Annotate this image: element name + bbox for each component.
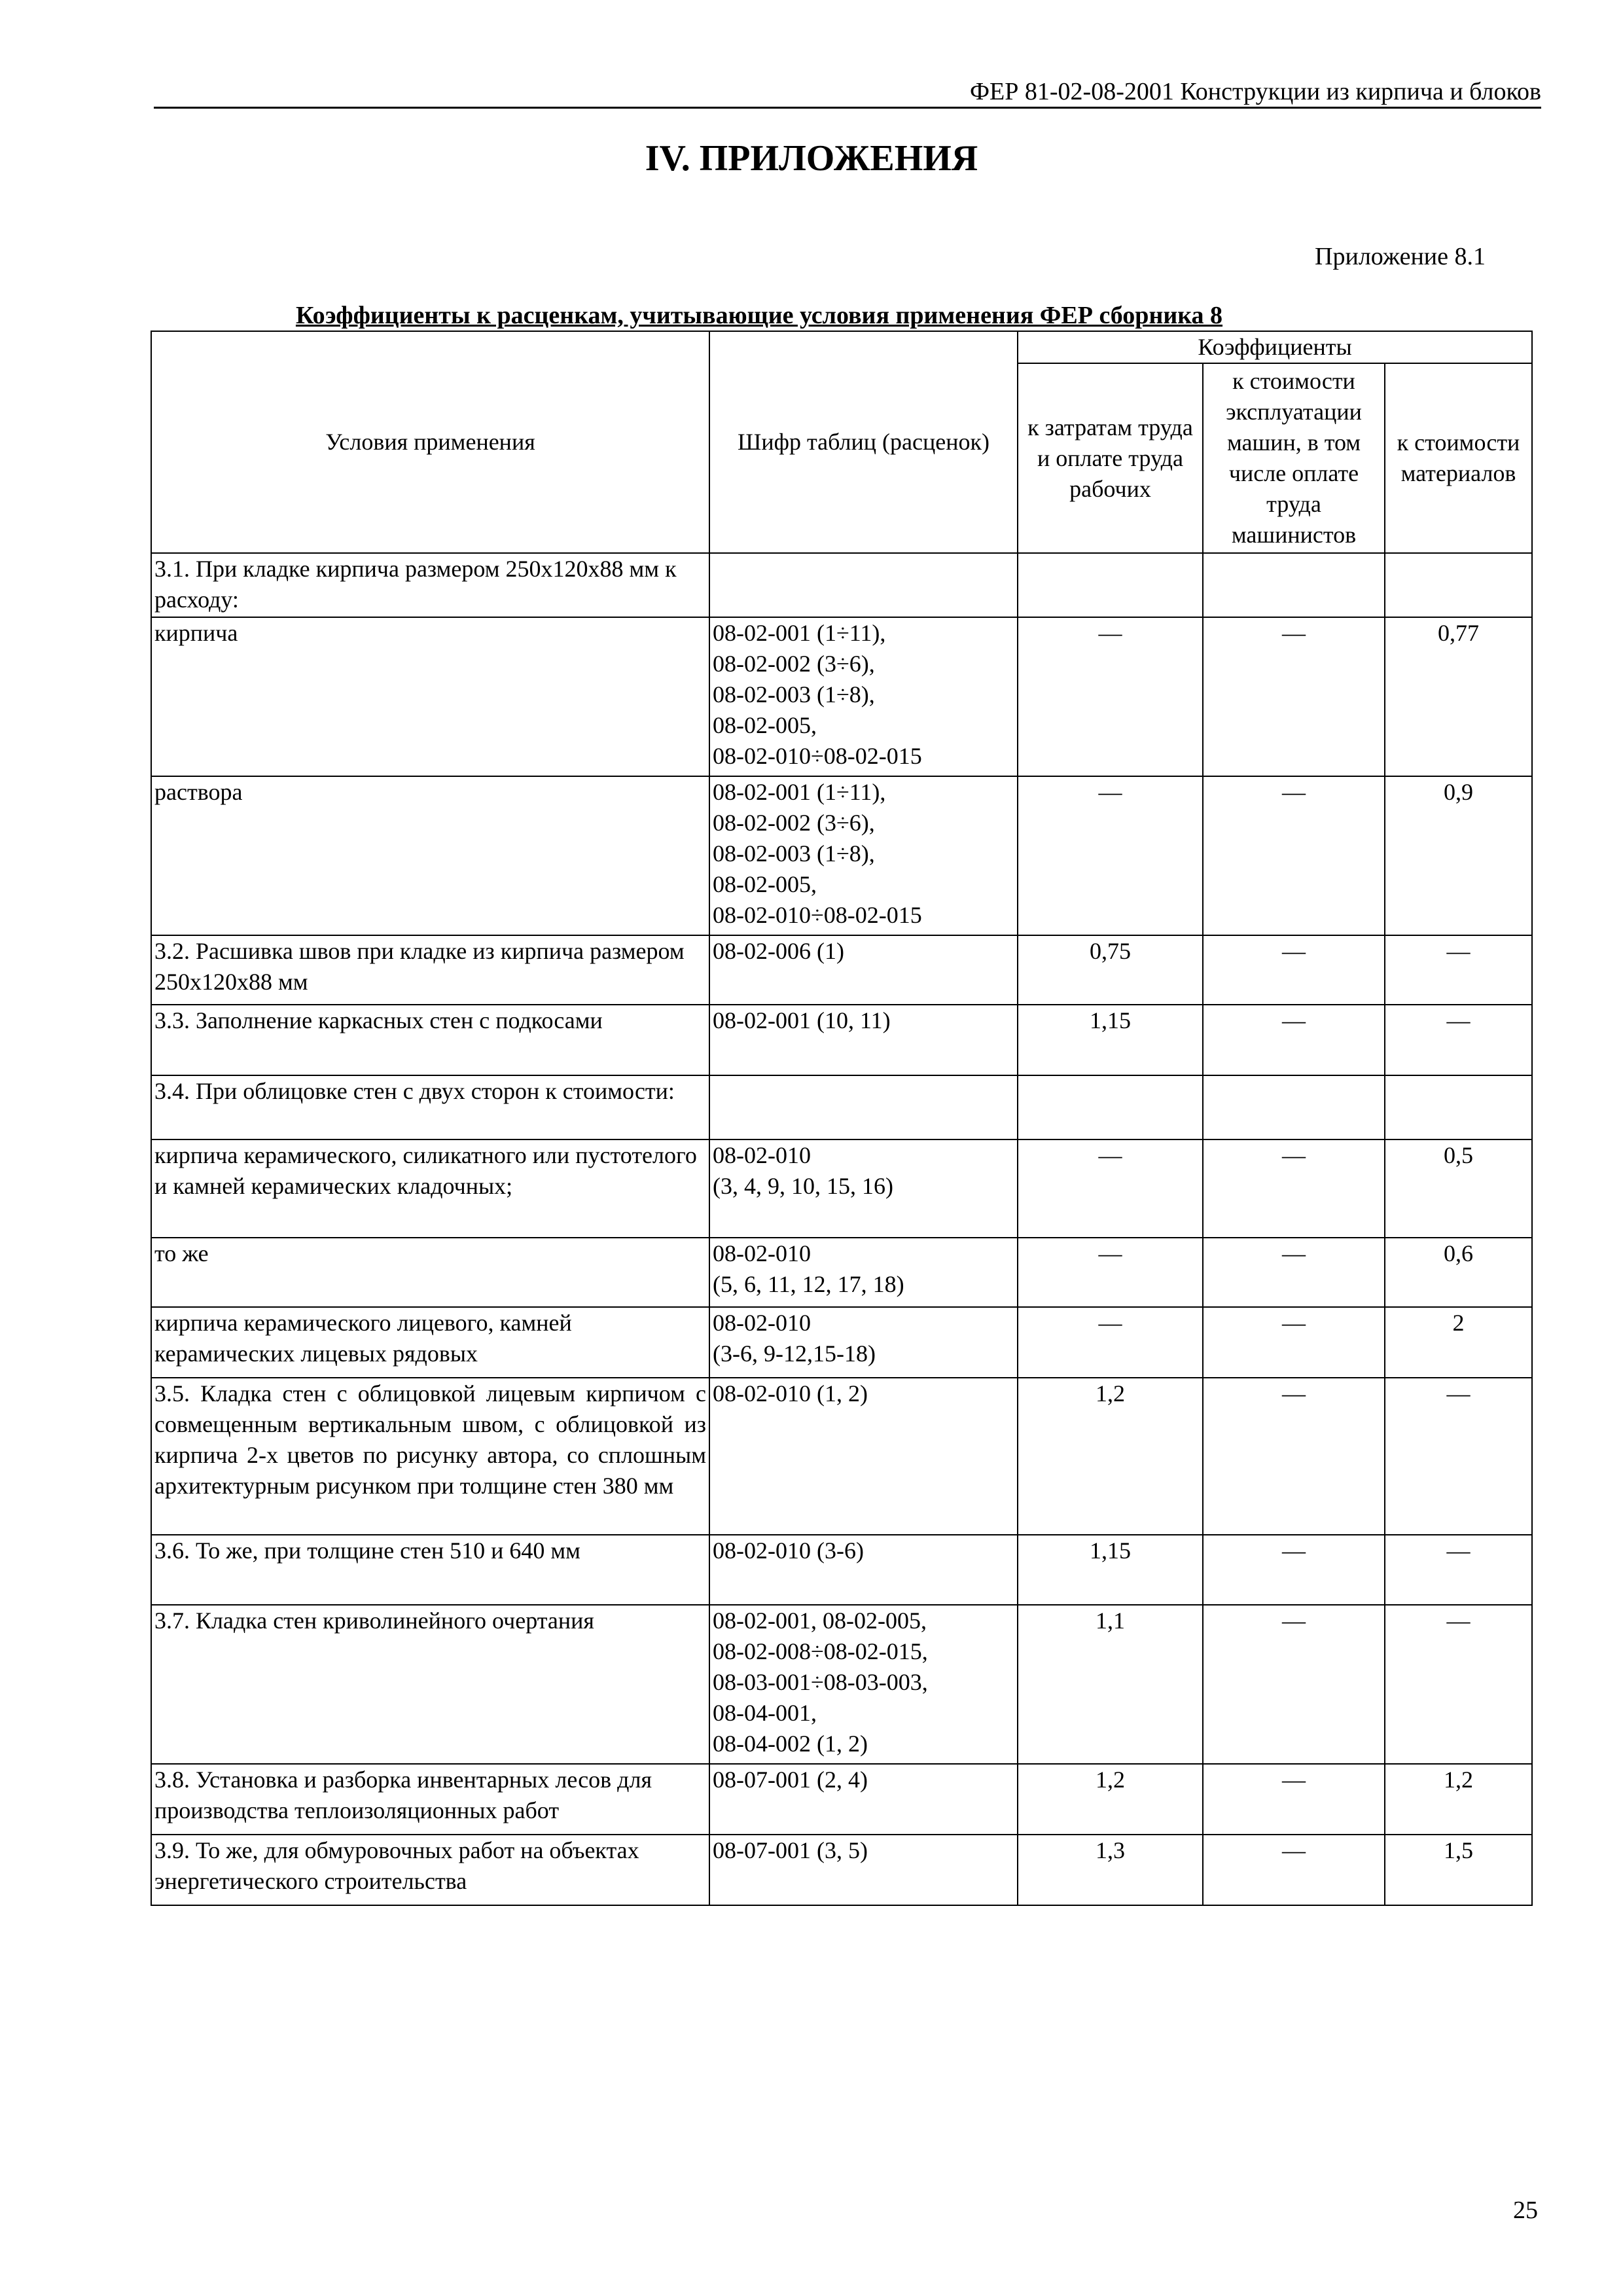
- cell-code: 08-02-006 (1): [709, 935, 1018, 1005]
- cell-machines: —: [1203, 1605, 1385, 1764]
- cell-materials: 0,77: [1385, 617, 1532, 776]
- cell-materials: [1385, 553, 1532, 617]
- table-row: [151, 1139, 1532, 1238]
- header-conditions: Условия применения: [151, 331, 709, 553]
- cell-labor: —: [1018, 1238, 1203, 1307]
- running-header: ФЕР 81-02-08-2001 Конструкции из кирпича и блоков: [970, 78, 1541, 105]
- cell-code: 08-02-010 (3, 4, 9, 10, 15, 16): [709, 1139, 1018, 1238]
- cell-code: 08-02-001 (1÷11), 08-02-002 (3÷6), 08-02-003 (1÷8), 08-02-005, 08-02-010÷08-02-015: [709, 617, 1018, 776]
- table-row: [151, 1835, 1532, 1905]
- cell-machines: —: [1203, 617, 1385, 776]
- cell-labor: 0,75: [1018, 935, 1203, 1005]
- cell-code: 08-02-001, 08-02-005, 08-02-008÷08-02-015, 08-03-001÷08-03-003, 08-04-001, 08-04-002 (1, 2): [709, 1605, 1018, 1764]
- cell-machines: —: [1203, 1238, 1385, 1307]
- cell-materials: —: [1385, 1005, 1532, 1075]
- coefficients-table: [151, 331, 1533, 1906]
- cell-machines: [1203, 1075, 1385, 1139]
- cell-labor: —: [1018, 1139, 1203, 1238]
- cell-labor: 1,15: [1018, 1535, 1203, 1605]
- cell-condition: 3.5. Кладка стен с облицовкой лицевым кирпичом с совмещенным вертикальным швом, с облицовкой из кирпича 2-х цветов по рисунку автора, со сплошным архитектурным рисунком при толщине стен 380 мм: [151, 1378, 709, 1535]
- appendix-label: Приложение 8.1: [1315, 243, 1486, 270]
- table-row: [151, 1075, 1532, 1139]
- cell-condition: то же: [151, 1238, 709, 1307]
- header-materials: к стоимости материалов: [1385, 363, 1532, 553]
- cell-condition: кирпича: [151, 617, 709, 776]
- cell-machines: —: [1203, 1835, 1385, 1905]
- cell-materials: 2: [1385, 1307, 1532, 1378]
- cell-labor: 1,15: [1018, 1005, 1203, 1075]
- cell-labor: —: [1018, 776, 1203, 935]
- cell-code: 08-02-010 (1, 2): [709, 1378, 1018, 1535]
- cell-machines: [1203, 553, 1385, 617]
- page-number: 25: [1513, 2197, 1538, 2224]
- cell-condition: 3.8. Установка и разборка инвентарных лесов для производства теплоизоляционных работ: [151, 1764, 709, 1835]
- cell-materials: 0,6: [1385, 1238, 1532, 1307]
- cell-code: 08-07-001 (2, 4): [709, 1764, 1018, 1835]
- table-row: [151, 1378, 1532, 1535]
- cell-labor: —: [1018, 1307, 1203, 1378]
- table-row: [151, 553, 1532, 617]
- cell-condition: раствора: [151, 776, 709, 935]
- cell-condition: 3.2. Расшивка швов при кладке из кирпича размером 250x120x88 мм: [151, 935, 709, 1005]
- cell-condition: 3.6. То же, при толщине стен 510 и 640 мм: [151, 1535, 709, 1605]
- table-row: [151, 1764, 1532, 1835]
- cell-materials: —: [1385, 1378, 1532, 1535]
- cell-labor: 1,1: [1018, 1605, 1203, 1764]
- header-coefficients: Коэффициенты: [1018, 331, 1532, 363]
- cell-materials: [1385, 1075, 1532, 1139]
- cell-condition: кирпича керамического, силикатного или пустотелого и камней керамических кладочных;: [151, 1139, 709, 1238]
- cell-labor: 1,2: [1018, 1378, 1203, 1535]
- cell-machines: —: [1203, 1307, 1385, 1378]
- section-title: IV. ПРИЛОЖЕНИЯ: [645, 138, 978, 179]
- table-caption: Коэффициенты к расценкам, учитывающие условия применения ФЕР сборника 8: [295, 302, 1223, 329]
- header-code: Шифр таблиц (расценок): [709, 331, 1018, 553]
- cell-condition: кирпича керамического лицевого, камней керамических лицевых рядовых: [151, 1307, 709, 1378]
- cell-code: [709, 1075, 1018, 1139]
- cell-code: 08-02-001 (1÷11), 08-02-002 (3÷6), 08-02-003 (1÷8), 08-02-005, 08-02-010÷08-02-015: [709, 776, 1018, 935]
- cell-labor: 1,3: [1018, 1835, 1203, 1905]
- table-row: [151, 1238, 1532, 1307]
- cell-machines: —: [1203, 1764, 1385, 1835]
- cell-machines: —: [1203, 935, 1385, 1005]
- table-row: [151, 617, 1532, 776]
- table-header-row: [151, 331, 1532, 363]
- cell-code: 08-02-010 (5, 6, 11, 12, 17, 18): [709, 1238, 1018, 1307]
- cell-materials: —: [1385, 935, 1532, 1005]
- cell-code: 08-02-010 (3-6, 9-12,15-18): [709, 1307, 1018, 1378]
- table-row: [151, 1005, 1532, 1075]
- cell-machines: —: [1203, 1535, 1385, 1605]
- cell-code: 08-02-010 (3-6): [709, 1535, 1018, 1605]
- cell-materials: 1,5: [1385, 1835, 1532, 1905]
- cell-labor: 1,2: [1018, 1764, 1203, 1835]
- header-rule: [154, 107, 1541, 109]
- cell-condition: 3.1. При кладке кирпича размером 250x120x88 мм к расходу:: [151, 553, 709, 617]
- table-row: [151, 1605, 1532, 1764]
- header-labor: к затратам труда и оплате труда рабочих: [1018, 363, 1203, 553]
- header-machines: к стоимости эксплуатации машин, в том числе оплате труда машинистов: [1203, 363, 1385, 553]
- cell-materials: 1,2: [1385, 1764, 1532, 1835]
- cell-labor: [1018, 1075, 1203, 1139]
- cell-machines: —: [1203, 1139, 1385, 1238]
- cell-machines: —: [1203, 776, 1385, 935]
- cell-machines: —: [1203, 1005, 1385, 1075]
- table-row: [151, 1535, 1532, 1605]
- cell-condition: 3.4. При облицовке стен с двух сторон к стоимости:: [151, 1075, 709, 1139]
- cell-materials: —: [1385, 1535, 1532, 1605]
- cell-code: [709, 553, 1018, 617]
- cell-machines: —: [1203, 1378, 1385, 1535]
- cell-condition: 3.3. Заполнение каркасных стен с подкосами: [151, 1005, 709, 1075]
- table-row: [151, 1307, 1532, 1378]
- cell-labor: [1018, 553, 1203, 617]
- cell-code: 08-07-001 (3, 5): [709, 1835, 1018, 1905]
- table-row: [151, 935, 1532, 1005]
- cell-code: 08-02-001 (10, 11): [709, 1005, 1018, 1075]
- table-row: [151, 776, 1532, 935]
- cell-condition: 3.9. То же, для обмуровочных работ на объектах энергетического строительства: [151, 1835, 709, 1905]
- cell-materials: —: [1385, 1605, 1532, 1764]
- cell-materials: 0,5: [1385, 1139, 1532, 1238]
- cell-materials: 0,9: [1385, 776, 1532, 935]
- cell-labor: —: [1018, 617, 1203, 776]
- cell-condition: 3.7. Кладка стен криволинейного очертания: [151, 1605, 709, 1764]
